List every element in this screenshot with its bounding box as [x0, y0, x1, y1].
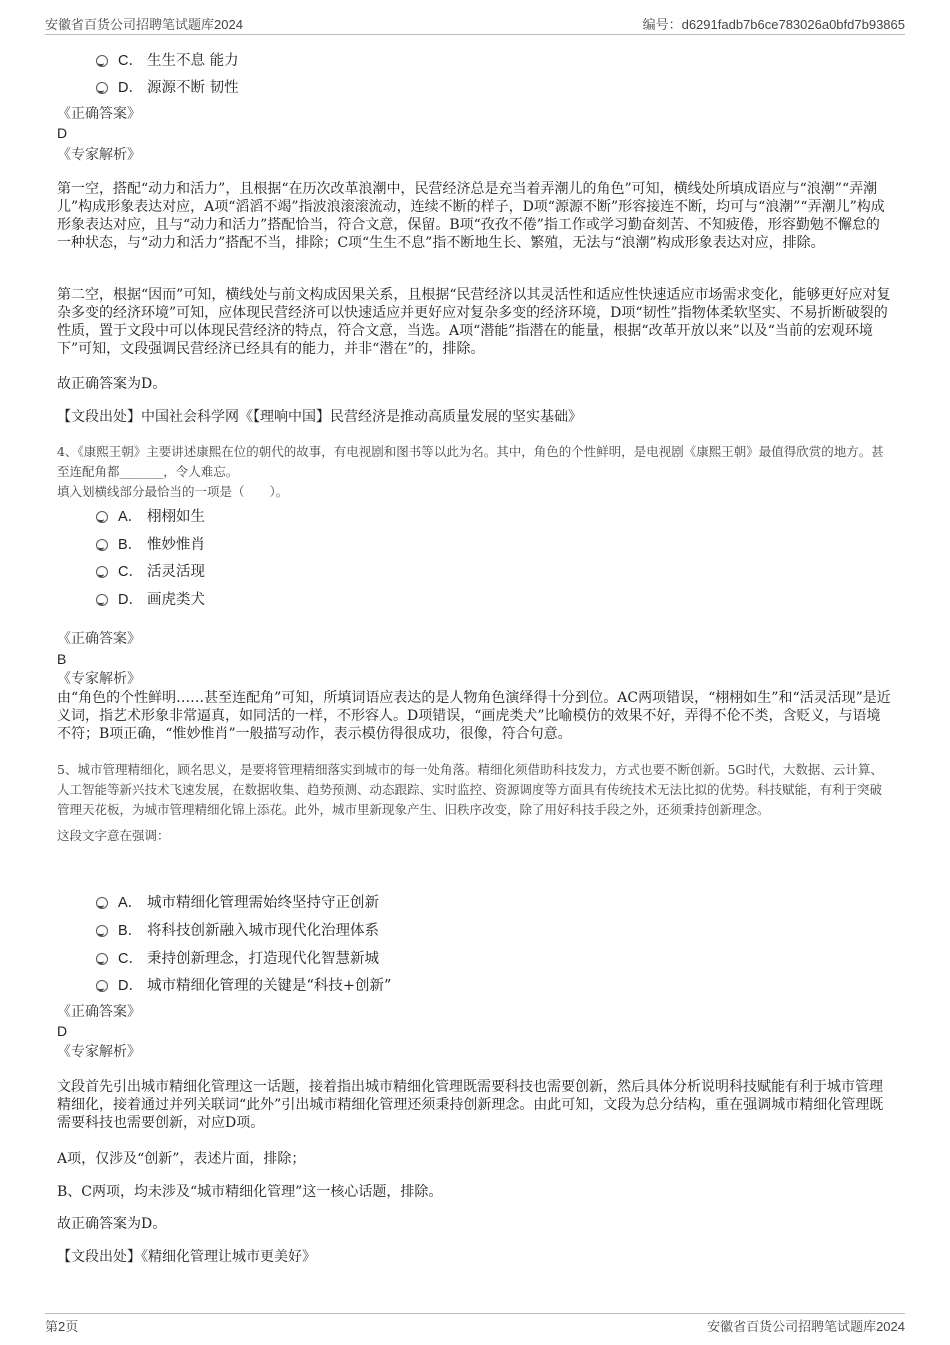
q5-answer: D — [57, 1023, 68, 1039]
q5-analysis-paragraph: B、C两项，均未涉及“城市精细化管理”这一核心话题，排除。 — [57, 1184, 443, 1200]
page-footer — [45, 1313, 905, 1336]
page-number: 第2页 — [45, 1319, 79, 1334]
radio-icon[interactable] — [96, 539, 108, 551]
radio-icon[interactable] — [96, 511, 108, 523]
q3-conclusion: 故正确答案为D。 — [57, 376, 167, 392]
q4-answer: B — [57, 651, 67, 667]
q3-source: 【文段出处】中国社会科学网《【理响中国】民营经济是推动高质量发展的坚实基础》 — [57, 409, 582, 425]
page-header — [45, 14, 905, 35]
q3-analysis-paragraph: 第一空，搭配“动力和活力”，且根据“在历次改革浪潮中，民营经济总是充当着弄潮儿的角色”可知，横线处所填成语应与“浪潮”“弄潮儿”构成形象表达对应，A项“滔滔不竭”指波浪滚滚流动，连续不断的样子，D项“源源不断”形容接连不断，均可与“浪潮”“弄潮儿”构成形象表达对应，且与“动力和活力”搭配恰当，符合文意，保留。B项“孜孜不倦”指工作或学习勤奋刻苦、不知疲倦，形容勤勉不懈怠的一种状态，与“动力和活力”搭配不当，排除；C项“生生不息”指不断地生长、繁殖，无法与“浪潮”构成形象表达对应，排除。 — [57, 181, 885, 251]
q5-analysis-paragraph: 文段首先引出城市精细化管理这一话题，接着指出城市精细化管理既需要科技也需要创新，然后具体分析说明科技赋能有利于城市管理精细化，接着通过并列关联词“此外”引出城市精细化管理还须秉持创新理念。由此可知，文段为总分结构，重在强调城市精细化管理既需要科技也需要创新，对应D项。 — [57, 1079, 884, 1131]
q4-prompt: 填入划横线部分最恰当的一项是（ ）。 — [57, 484, 289, 499]
q4-analysis-label: 《专家解析》 — [57, 671, 141, 687]
q5-analysis-label: 《专家解析》 — [57, 1044, 141, 1060]
q5-stem: 5、城市管理精细化，顾名思义，是要将管理精细落实到城市的每一处角落。精细化须借助科技发力，方式也要不断创新。5G时代，大数据、云计算、人工智能等新兴技术飞速发展，在数据收集、趋势预测、动态跟踪、实时监控、资源调度等方面具有传统技术无法比拟的优势。科技赋能，有利于突破管理天花板，为城市管理精细化锦上添花。此外，城市里新现象产生、旧秩序改变，除了用好科技手段之外，还须秉持创新理念。 — [57, 762, 883, 817]
q3-answer-label: 《正确答案》 — [57, 106, 141, 122]
q5-answer-label: 《正确答案》 — [57, 1004, 141, 1020]
q3-answer: D — [57, 125, 68, 141]
q4-answer-label: 《正确答案》 — [57, 631, 141, 647]
header-title: 安徽省百货公司招聘笔试题库2024 — [45, 17, 243, 32]
q5-source: 【文段出处】《精细化管理让城市更美好》 — [57, 1249, 316, 1265]
q5-analysis-paragraph: A项，仅涉及“创新”，表述片面，排除； — [57, 1151, 306, 1167]
q5-conclusion: 故正确答案为D。 — [57, 1216, 167, 1232]
q3-analysis-label: 《专家解析》 — [57, 147, 141, 163]
radio-icon[interactable] — [96, 594, 108, 606]
q4-stem: 4、《康熙王朝》主要讲述康熙在位的朝代的故事，有电视剧和图书等以此为名。其中，角色的个性鲜明，是电视剧《康熙王朝》最值得欣赏的地方。甚至连配角都_______，令人难忘。 — [57, 444, 884, 479]
q4-analysis: 由“角色的个性鲜明……甚至连配角”可知，所填词语应表达的是人物角色演绎得十分到位。AC两项错误，“栩栩如生”和“活灵活现”是近义词，指艺术形象非常逼真，如同活的一样，不形容人。D项错误，“画虎类犬”比喻模仿的效果不好，弄得不伦不类，含贬义，与语境不符；B项正确，“惟妙惟肖”一般描写动作，表示模仿得很成功，很像，符合句意。 — [57, 690, 891, 742]
radio-icon[interactable] — [96, 980, 108, 992]
radio-icon[interactable] — [96, 953, 108, 965]
radio-icon[interactable] — [96, 897, 108, 909]
header-doc-id: 编号：d6291fadb7b6ce783026a0bfd7b93865 — [642, 17, 905, 32]
radio-icon[interactable] — [96, 566, 108, 578]
radio-icon[interactable] — [96, 55, 108, 67]
q3-analysis-paragraph: 第二空，根据“因而”可知，横线处与前文构成因果关系，且根据“民营经济以其灵活性和适应性快速适应市场需求变化，能够更好应对复杂多变的经济环境”可知，应体现民营经济可以快速适应并更好应对复杂多变的经济环境，D项“韧性”指物体柔软坚实、不易折断破裂的性质，置于文段中可以体现民营经济的特点，符合文意，当选。A项“潜能”指潜在的能量，根据“改革开放以来”以及“当前的宏观环境下”可知，文段强调民营经济已经具有的能力，并非“潜在”的，排除。 — [57, 287, 891, 357]
footer-title: 安徽省百货公司招聘笔试题库2024 — [707, 1319, 905, 1334]
q5-prompt: 这段文字意在强调： — [57, 828, 170, 843]
radio-icon[interactable] — [96, 82, 108, 94]
radio-icon[interactable] — [96, 925, 108, 937]
